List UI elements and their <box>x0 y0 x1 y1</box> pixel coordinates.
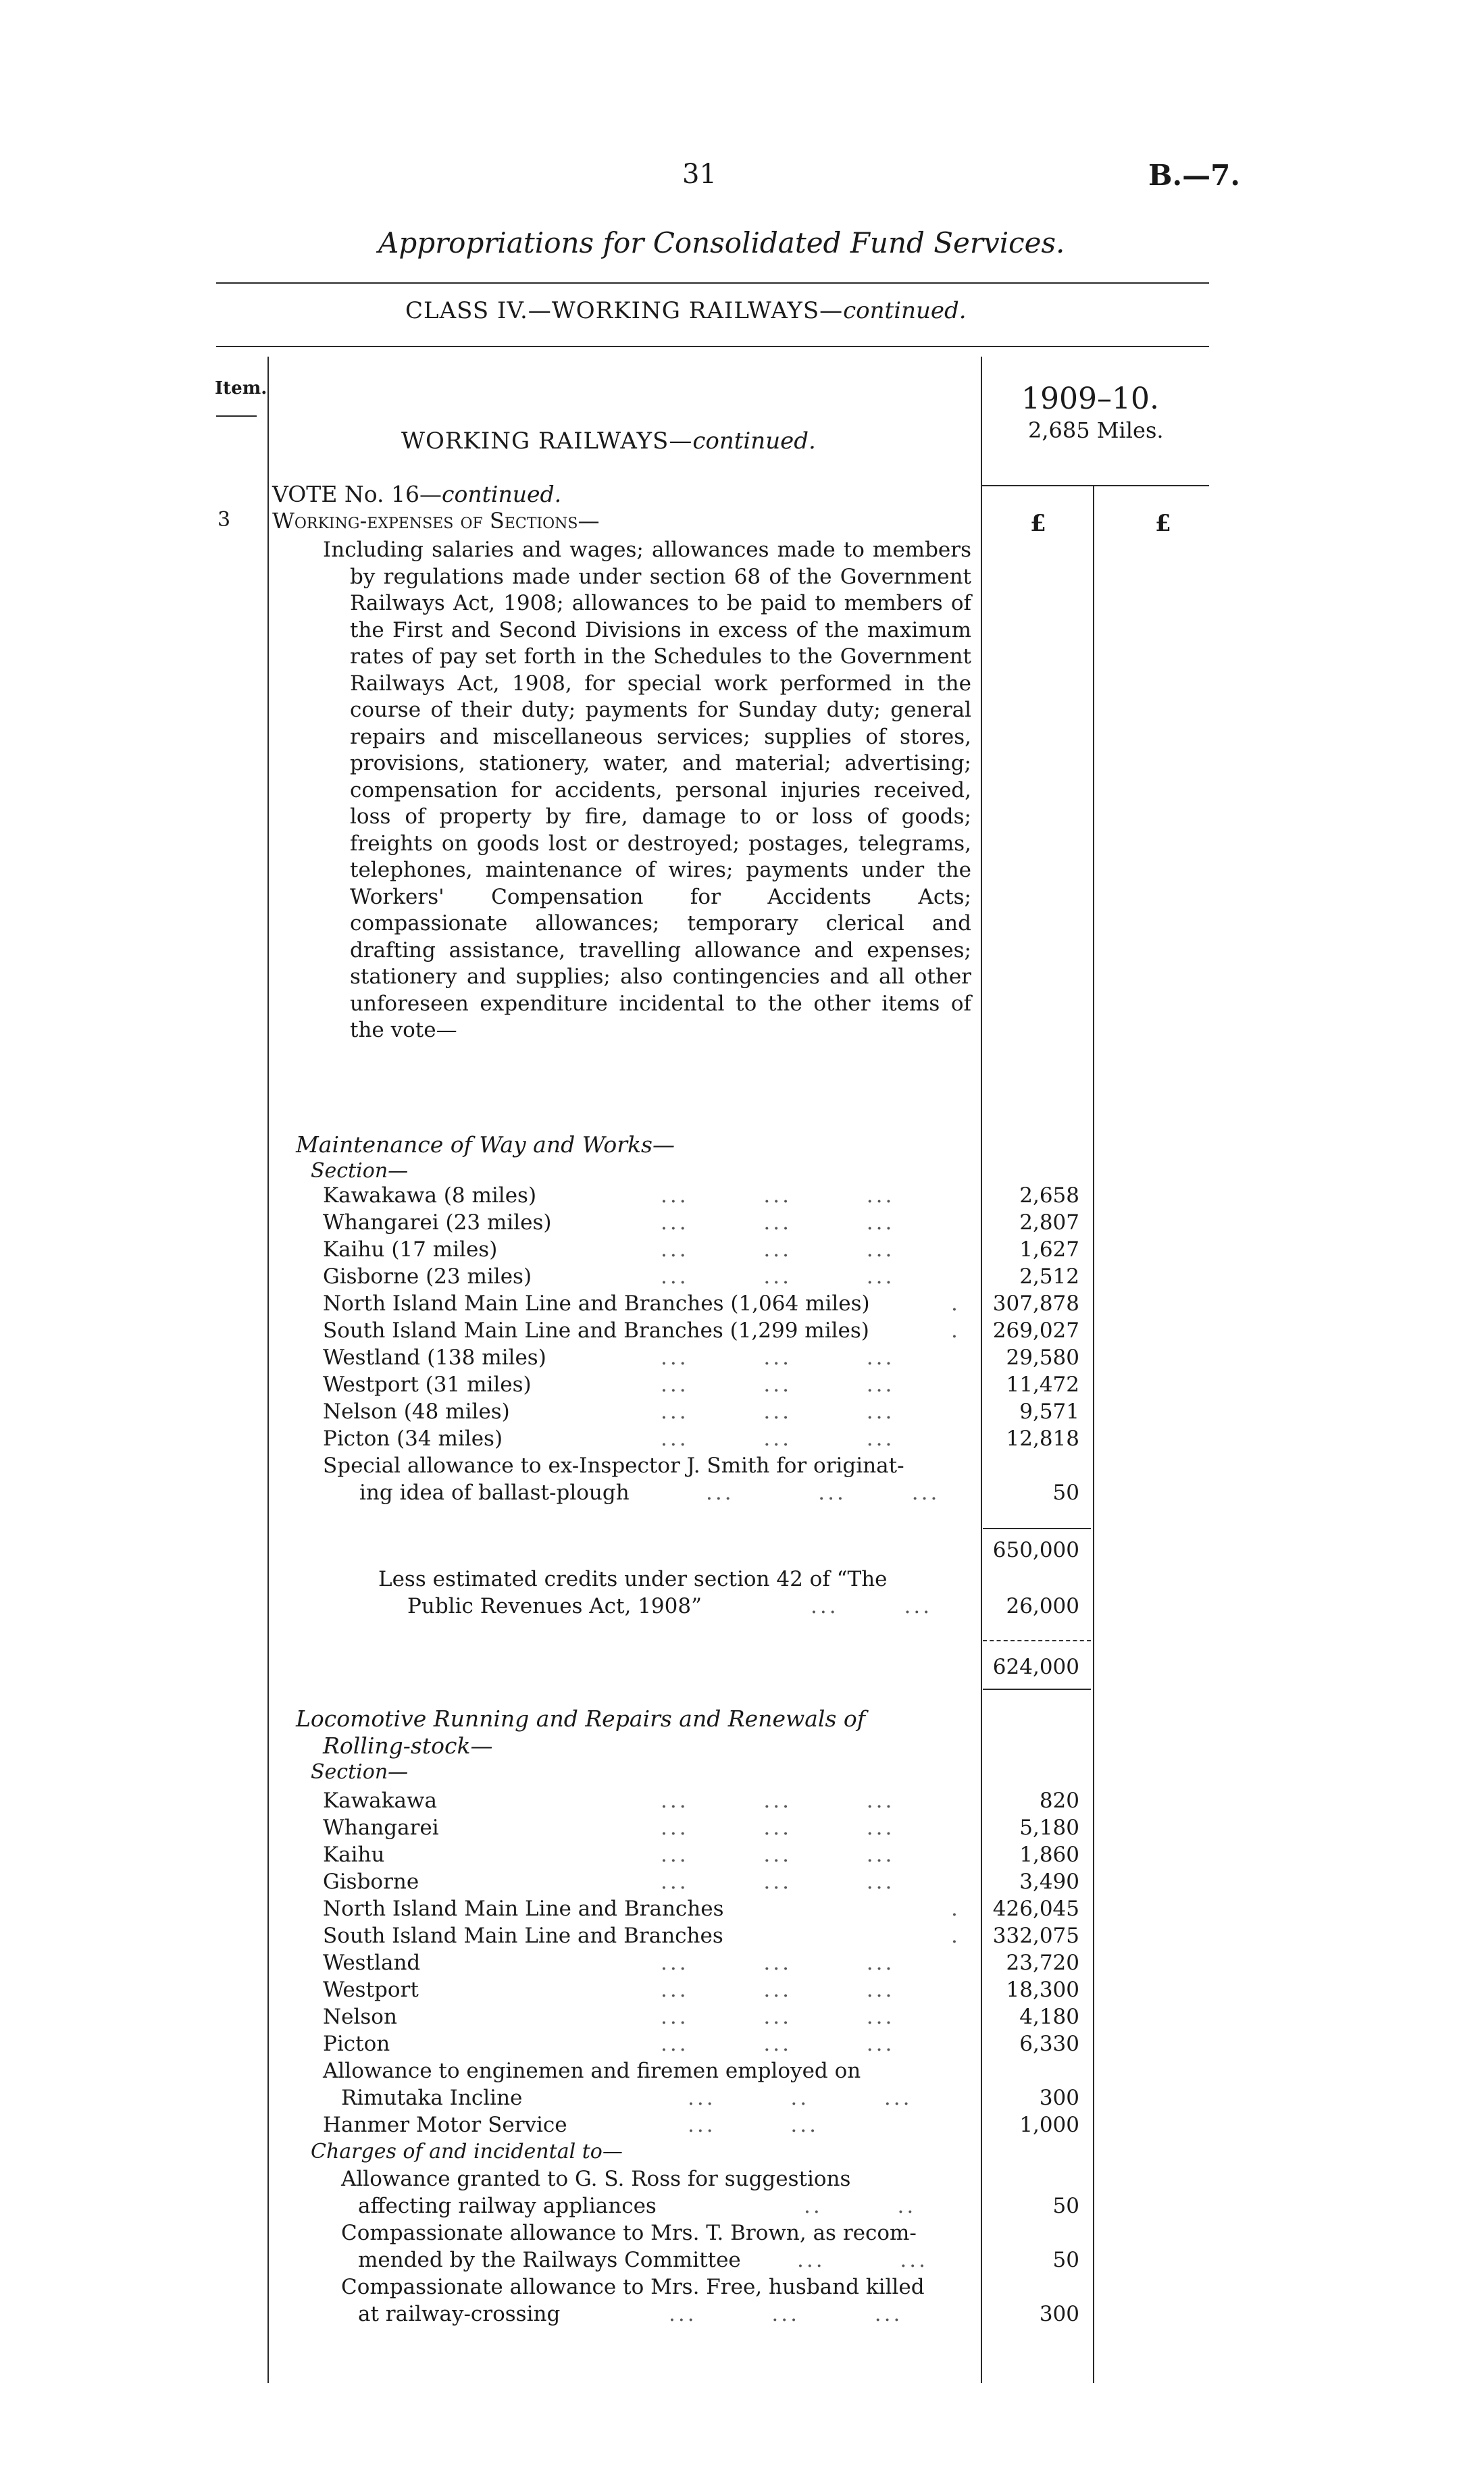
net-underline <box>983 1689 1091 1690</box>
maintenance-net: 624,000 <box>992 1655 1079 1679</box>
class-title: CLASS IV.—WORKING RAILWAYS—continued. <box>405 297 967 324</box>
brown-row-cont <box>358 2248 1006 2275</box>
maintenance-amount: 11,472 <box>1006 1372 1079 1397</box>
row-label: North Island Main Line and Branches (1,064 miles) <box>323 1291 870 1316</box>
ross-amount: 50 <box>1052 2194 1079 2218</box>
row-label: Gisborne <box>323 1870 419 1894</box>
locomotive-amount: 820 <box>1039 1789 1079 1813</box>
maintenance-subtotal: 650,000 <box>992 1538 1079 1562</box>
maintenance-amount: 269,027 <box>992 1318 1079 1343</box>
leader-dots: ... ... ... <box>661 1400 895 1424</box>
free-row <box>341 2275 990 2302</box>
row-label: Kawakawa <box>323 1789 437 1813</box>
row-label: Rimutaka Incline <box>341 2086 523 2110</box>
hanmer-amount: 1,000 <box>1019 2113 1079 2137</box>
leader-dots: ... ... ... <box>706 1481 940 1505</box>
row-label: Allowance to enginemen and firemen employed on <box>323 2059 861 2083</box>
year-heading: 1909–10. <box>1021 382 1159 416</box>
row-label: Nelson <box>323 2005 397 2029</box>
special-allowance-row <box>323 1454 971 1481</box>
table-top-rule <box>216 346 1209 347</box>
maintenance-row <box>323 1372 971 1400</box>
maintenance-row <box>323 1183 971 1210</box>
section-heading: WORKING RAILWAYS—continued. <box>401 428 816 455</box>
enginemen-allowance-row-cont <box>323 2086 971 2113</box>
row-label: South Island Main Line and Branches (1,299 miles) <box>323 1318 869 1343</box>
row-label: Compassionate allowance to Mrs. Free, husband killed <box>341 2275 925 2299</box>
maintenance-amount: 1,627 <box>1019 1237 1079 1262</box>
row-label: Kawakawa (8 miles) <box>323 1183 537 1208</box>
leader-dots: ... ... ... <box>661 1345 895 1370</box>
locomotive-title-line2: Rolling-stock— <box>323 1733 493 1759</box>
locomotive-amount: 332,075 <box>992 1924 1079 1948</box>
vote-title: VOTE No. 16—continued. <box>272 481 562 507</box>
item-column-rule <box>267 357 269 2383</box>
header-rule <box>216 282 1209 284</box>
row-label: mended by the Railways Committee <box>358 2248 741 2272</box>
document-code: B.—7. <box>1148 159 1240 192</box>
ross-row-cont <box>358 2194 1006 2221</box>
amount-column-right-rule <box>1093 486 1094 2383</box>
leader-dots: ... ... ... <box>661 1427 895 1451</box>
subtotal-rule <box>983 1528 1091 1529</box>
locomotive-amount: 426,045 <box>992 1897 1079 1921</box>
row-label: Whangarei <box>323 1816 439 1840</box>
locomotive-row <box>323 1816 971 1843</box>
charges-title: Charges of and incidental to— <box>311 2140 623 2163</box>
leader-dots: . <box>951 1924 961 1948</box>
maintenance-row <box>323 1237 971 1264</box>
amount-column-left-rule <box>981 357 982 2383</box>
less-credits-line1: Less estimated credits under section 42 of “The <box>378 1567 888 1591</box>
locomotive-section-label: Section— <box>311 1760 409 1784</box>
less-credits-line2: Public Revenues Act, 1908” <box>407 1594 702 1618</box>
leader-dots: ... ... ... <box>661 1978 895 2002</box>
maintenance-amount: 29,580 <box>1006 1345 1079 1370</box>
maintenance-amount: 2,807 <box>1019 1210 1079 1235</box>
row-label: Picton (34 miles) <box>323 1427 503 1451</box>
leader-dots: ... ... ... <box>661 1870 895 1894</box>
miles-heading: 2,685 Miles. <box>1028 417 1164 443</box>
leader-dots: ... ... ... <box>661 1789 895 1813</box>
locomotive-row <box>323 1924 971 1951</box>
enginemen-allowance-row <box>323 2059 971 2086</box>
locomotive-row <box>323 2005 971 2032</box>
enginemen-allowance-amount: 300 <box>1039 2086 1079 2110</box>
locomotive-row <box>323 1897 971 1924</box>
page-number: 31 <box>682 159 717 190</box>
less-credits-amount: 26,000 <box>1006 1594 1079 1618</box>
leader-dots: . <box>951 1291 961 1316</box>
row-label: Westland <box>323 1951 421 1975</box>
row-label: Westport (31 miles) <box>323 1372 532 1397</box>
locomotive-row <box>323 1789 971 1816</box>
locomotive-row <box>323 1978 971 2005</box>
row-label: North Island Main Line and Branches <box>323 1897 724 1921</box>
locomotive-amount: 18,300 <box>1006 1978 1079 2002</box>
pound-symbol-column-1: £ <box>1030 510 1046 537</box>
item-number: 3 <box>218 508 231 532</box>
locomotive-amount: 4,180 <box>1019 2005 1079 2029</box>
locomotive-row <box>323 1870 971 1897</box>
locomotive-row <box>323 1843 971 1870</box>
leader-dots: ... ... ... <box>661 1372 895 1397</box>
locomotive-row <box>323 1951 971 1978</box>
row-label: Kaihu <box>323 1843 385 1867</box>
locomotive-amount: 3,490 <box>1019 1870 1079 1894</box>
row-label: Whangarei (23 miles) <box>323 1210 552 1235</box>
row-label: Picton <box>323 2032 390 2056</box>
maintenance-amount: 9,571 <box>1019 1400 1079 1424</box>
working-expenses-heading: Working-expenses of Sections— <box>272 508 600 534</box>
leader-dots: ... ... ... <box>661 2032 895 2056</box>
row-label: Kaihu (17 miles) <box>323 1237 498 1262</box>
leader-dots: ... ... ... <box>661 1264 895 1289</box>
year-head-rule <box>981 485 1209 486</box>
row-label: South Island Main Line and Branches <box>323 1924 723 1948</box>
hanmer-row <box>323 2113 971 2140</box>
maintenance-row <box>323 1427 971 1454</box>
locomotive-amount: 5,180 <box>1019 1816 1079 1840</box>
locomotive-title-line1: Locomotive Running and Repairs and Renewals of <box>296 1705 865 1732</box>
row-label: at railway-crossing <box>358 2302 561 2326</box>
row-label: Compassionate allowance to Mrs. T. Brown, as recom- <box>341 2221 917 2245</box>
leader-dots: ... ... ... <box>661 1951 895 1975</box>
page-subtitle: Appropriations for Consolidated Fund Services. <box>378 226 1065 259</box>
pound-symbol-column-2: £ <box>1155 510 1171 537</box>
maintenance-row <box>323 1264 971 1291</box>
leader-dots: ... ... <box>811 1594 933 1618</box>
leader-dots: ... ... <box>688 2113 819 2137</box>
maintenance-row <box>323 1210 971 1237</box>
maintenance-section-label: Section— <box>311 1159 409 1183</box>
maintenance-amount: 2,512 <box>1019 1264 1079 1289</box>
leader-dots: ... ... ... <box>661 1237 895 1262</box>
maintenance-row <box>323 1345 971 1372</box>
free-row-cont <box>358 2302 1006 2329</box>
maintenance-row <box>323 1318 971 1345</box>
leader-dots: ... ... ... <box>661 2005 895 2029</box>
leader-dots: ... ... ... <box>661 1210 895 1235</box>
leader-dots: ... ... ... <box>661 1183 895 1208</box>
vote-description: Including salaries and wages; allowances made to members by regulations made under section 68 of the Government Railways Act, 1908; allowances to be paid to members of the First and Second Divisions in excess of the maximum rates of pay set forth in the Schedules to the Government Railways Act, 1908, for special work performed in the course of their duty; payments for Sunday duty; general repairs and miscellaneous services; supplies of stores, provisions, stationery, water, and material; advertising; compensation for accidents, personal injuries received, loss of property by fire, damage to or loss of goods; freights on goods lost or destroyed; postages, telegrams, telephones, maintenance of wires; payments under the Workers' Compensation for Accidents Acts; compassionate allowances; temporary clerical and drafting assistance, travelling allowance and expenses; stationery and supplies; also contingencies and all other unforeseen expenditure incidental to the other items of the vote— <box>323 538 971 1042</box>
row-label: Gisborne (23 miles) <box>323 1264 532 1289</box>
item-column-heading: Item. <box>215 378 267 399</box>
item-head-rule <box>216 415 257 417</box>
leader-dots: ... ... ... <box>661 1816 895 1840</box>
brown-row <box>341 2221 990 2248</box>
row-label: Westland (138 miles) <box>323 1345 546 1370</box>
special-allowance-amount: 50 <box>1052 1481 1079 1505</box>
locomotive-amount: 1,860 <box>1019 1843 1079 1867</box>
maintenance-row <box>323 1291 971 1318</box>
leader-dots: .. .. <box>804 2194 917 2218</box>
leader-dots: ... ... ... <box>661 1843 895 1867</box>
locomotive-amount: 6,330 <box>1019 2032 1079 2056</box>
leader-dots: . <box>951 1897 961 1921</box>
row-label: ing idea of ballast-plough <box>359 1481 630 1505</box>
maintenance-amount: 307,878 <box>992 1291 1079 1316</box>
net-rule <box>983 1640 1091 1641</box>
locomotive-amount: 23,720 <box>1006 1951 1079 1975</box>
maintenance-amount: 12,818 <box>1006 1427 1079 1451</box>
row-label: Hanmer Motor Service <box>323 2113 567 2137</box>
row-label: Westport <box>323 1978 419 2002</box>
free-amount: 300 <box>1039 2302 1079 2326</box>
locomotive-row <box>323 2032 971 2059</box>
row-label: Nelson (48 miles) <box>323 1400 510 1424</box>
maintenance-amount: 2,658 <box>1019 1183 1079 1208</box>
ross-row <box>341 2167 990 2194</box>
row-label: affecting railway appliances <box>358 2194 657 2218</box>
leader-dots: ... ... ... <box>669 2302 903 2326</box>
leader-dots: . <box>951 1318 961 1343</box>
special-allowance-row-cont <box>341 1481 990 1508</box>
maintenance-title: Maintenance of Way and Works— <box>296 1131 675 1158</box>
brown-amount: 50 <box>1052 2248 1079 2272</box>
row-label: Allowance granted to G. S. Ross for suggestions <box>341 2167 851 2191</box>
row-label: Special allowance to ex-Inspector J. Smith for originat- <box>323 1454 904 1478</box>
leader-dots: ... .. ... <box>688 2086 913 2110</box>
leader-dots: ... ... <box>797 2248 928 2272</box>
maintenance-row <box>323 1400 971 1427</box>
